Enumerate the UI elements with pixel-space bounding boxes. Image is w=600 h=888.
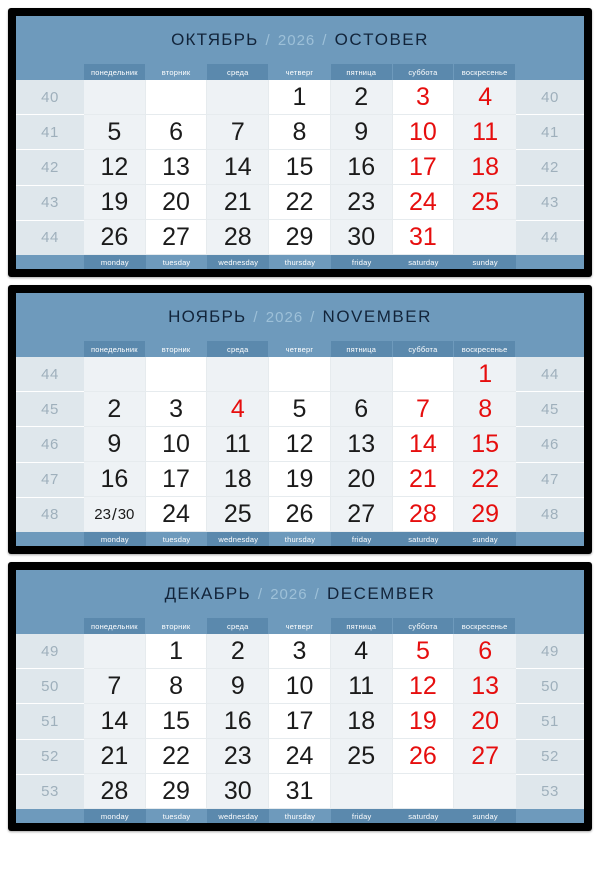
day-cell: 27 [146, 220, 208, 255]
month-block-november [8, 285, 592, 554]
weekday-header-ru-tuesday: вторник [146, 341, 208, 357]
day-cell-empty [146, 357, 208, 392]
weekday-footer-row-en [84, 532, 516, 546]
side-spacer [516, 618, 584, 634]
day-cell: 30 [331, 220, 393, 255]
weekday-footer-en-saturday: saturday [393, 255, 455, 269]
day-cell: 13 [454, 669, 516, 704]
weekday-header-ru-friday: пятница [331, 618, 393, 634]
day-cell: 23 [207, 739, 269, 774]
week-number: 40 [516, 80, 584, 115]
day-cell: 25 [331, 739, 393, 774]
week-number: 40 [16, 80, 84, 115]
week-number-column-right [516, 16, 584, 269]
day-cell: 4 [454, 80, 516, 115]
weekday-footer-en-thursday: thursday [284, 811, 316, 821]
day-slash: / [111, 504, 117, 524]
day-cell: 4 [331, 634, 393, 669]
day-grid [84, 80, 516, 255]
day-cell-empty [269, 357, 331, 392]
day-cell: 19 [84, 185, 146, 220]
weekday-header-ru-thursday: четверг [269, 341, 331, 357]
weekday-header-ru-friday: пятница [331, 64, 393, 80]
day-cell: 17 [393, 150, 455, 185]
weekday-header-row-ru [84, 618, 516, 634]
weekday-header-ru-monday: понедельник [84, 618, 146, 634]
day-cell: 3 [269, 634, 331, 669]
weekday-header-ru-friday: пятница [331, 341, 393, 357]
day-cell: 24 [269, 739, 331, 774]
day-cell: 13 [331, 427, 393, 462]
weekday-footer-en-wednesday: wednesday [207, 255, 269, 269]
weekday-footer-en-tuesday: tuesday [162, 257, 191, 267]
weekday-header-ru-saturday: суббота [393, 341, 455, 357]
day-cell: 5 [393, 634, 455, 669]
weekday-footer-en-wednesday: wednesday [207, 809, 269, 823]
weekday-header-ru-sunday: воскресенье [454, 618, 516, 634]
day-cell: 17 [269, 704, 331, 739]
week-number: 46 [516, 427, 584, 462]
week-number: 49 [16, 634, 84, 669]
week-numbers-right [516, 80, 584, 255]
day-dual [94, 506, 134, 523]
weekday-header-ru-wednesday: среда [207, 341, 269, 357]
week-number: 53 [541, 783, 559, 801]
day-cell: 8 [269, 115, 331, 150]
weekday-header-ru-sunday: воскресенье [454, 341, 516, 357]
day-cell: 29 [454, 497, 516, 532]
day-cell: 17 [146, 462, 208, 497]
weekday-header-ru-wednesday: среда [207, 618, 269, 634]
month-name-ru: ДЕКАБРЬ [164, 584, 251, 603]
day-cell-empty [454, 774, 516, 809]
weekday-footer-row-en [84, 809, 516, 823]
day-cell: 31 [269, 774, 331, 809]
day-cell: 10 [146, 427, 208, 462]
side-spacer [16, 809, 84, 823]
week-number: 41 [516, 115, 584, 150]
day-cell: 1 [269, 80, 331, 115]
day-cell: 19 [393, 704, 455, 739]
day-grid [84, 357, 516, 532]
week-number-column-right [516, 570, 584, 823]
month-title [84, 570, 516, 618]
day-cell: 5 [84, 115, 146, 150]
week-number: 51 [16, 704, 84, 739]
day-cell: 11 [207, 427, 269, 462]
month-year: 2026 [277, 31, 316, 49]
week-numbers-left [16, 357, 84, 532]
week-numbers-left [16, 634, 84, 809]
title-separator: / [265, 31, 271, 49]
weekday-header-ru-monday: понедельник [84, 64, 146, 80]
week-number: 49 [516, 634, 584, 669]
day-cell: 1 [146, 634, 208, 669]
weekday-footer-en-monday: monday [84, 809, 146, 823]
day-cell: 28 [393, 497, 455, 532]
day-cell: 2 [84, 392, 146, 427]
title-separator: / [310, 308, 316, 326]
week-number: 43 [516, 186, 584, 221]
month-title [84, 293, 516, 341]
day-cell: 10 [269, 669, 331, 704]
day-cell: 9 [84, 427, 146, 462]
day-cell: 20 [454, 704, 516, 739]
day-cell: 6 [331, 392, 393, 427]
day-cell: 10 [393, 115, 455, 150]
side-spacer [516, 64, 584, 80]
month-title [84, 16, 516, 64]
day-cell: 25 [207, 497, 269, 532]
day-cell-empty [84, 80, 146, 115]
day-cell: 12 [393, 669, 455, 704]
day-cell: 23 [331, 185, 393, 220]
month-name-ru: ОКТЯБРЬ [171, 30, 259, 49]
week-number: 45 [516, 392, 584, 427]
month-center [84, 293, 516, 546]
day-cell-empty [84, 357, 146, 392]
day-cell: 8 [454, 392, 516, 427]
week-number: 47 [516, 463, 584, 498]
day-cell: 6 [146, 115, 208, 150]
day-cell: 21 [84, 739, 146, 774]
side-spacer [16, 255, 84, 269]
day-cell: 27 [454, 739, 516, 774]
weekday-footer-en-tuesday: tuesday [162, 534, 191, 544]
side-spacer [16, 570, 84, 618]
week-number: 44 [41, 229, 59, 247]
side-spacer [516, 532, 584, 546]
day-cell: 9 [207, 669, 269, 704]
day-cell: 14 [393, 427, 455, 462]
week-number: 52 [516, 740, 584, 775]
week-numbers-right [516, 357, 584, 532]
month-name-ru: НОЯБРЬ [168, 307, 247, 326]
week-number: 52 [16, 740, 84, 775]
weekday-header-ru-thursday: четверг [269, 618, 331, 634]
week-number-column-left [16, 293, 84, 546]
weekday-footer-en-sunday: sunday [454, 809, 516, 823]
side-spacer [516, 341, 584, 357]
side-spacer [516, 293, 584, 341]
day-cell-empty [146, 80, 208, 115]
day-cell: 2 [331, 80, 393, 115]
day-cell: 22 [454, 462, 516, 497]
day-cell: 2 [207, 634, 269, 669]
week-number: 50 [516, 669, 584, 704]
side-spacer [516, 255, 584, 269]
weekday-footer-en-sunday: sunday [454, 532, 516, 546]
day-cell: 18 [207, 462, 269, 497]
title-separator: / [253, 308, 259, 326]
day-cell: 11 [331, 669, 393, 704]
side-spacer [516, 809, 584, 823]
side-spacer [16, 618, 84, 634]
day-cell: 25 [454, 185, 516, 220]
day-cell-empty [454, 220, 516, 255]
day-cell: 29 [269, 220, 331, 255]
day-cell: 19 [269, 462, 331, 497]
title-separator: / [257, 585, 264, 603]
day-cell: 11 [454, 115, 516, 150]
day-cell: 13 [146, 150, 208, 185]
weekday-footer-en-friday: friday [331, 809, 393, 823]
day-cell: 12 [269, 427, 331, 462]
weekday-header-ru-tuesday: вторник [146, 618, 208, 634]
day-cell [84, 497, 146, 532]
day-number-second: 30 [117, 505, 135, 523]
week-number: 45 [16, 392, 84, 427]
week-number: 46 [16, 427, 84, 462]
weekday-footer-en-monday: monday [84, 255, 146, 269]
day-cell: 18 [454, 150, 516, 185]
side-spacer [16, 64, 84, 80]
week-number: 50 [16, 669, 84, 704]
month-year: 2026 [270, 585, 308, 603]
weekday-header-ru-thursday: четверг [269, 64, 331, 80]
day-cell: 5 [269, 392, 331, 427]
day-cell: 15 [146, 704, 208, 739]
side-spacer [516, 570, 584, 618]
weekday-header-row-ru [84, 64, 516, 80]
month-center [84, 570, 516, 823]
month-name-en: OCTOBER [334, 30, 429, 49]
day-cell: 7 [207, 115, 269, 150]
weekday-footer-en-sunday: sunday [454, 255, 516, 269]
month-sheet [16, 16, 584, 269]
week-numbers-right [516, 634, 584, 809]
day-cell: 14 [207, 150, 269, 185]
week-number: 44 [16, 357, 84, 392]
day-cell: 16 [331, 150, 393, 185]
week-number: 44 [541, 229, 559, 247]
day-cell: 6 [454, 634, 516, 669]
day-cell: 9 [331, 115, 393, 150]
day-grid [84, 634, 516, 809]
day-cell: 18 [331, 704, 393, 739]
week-number: 44 [516, 357, 584, 392]
day-cell: 16 [84, 462, 146, 497]
side-spacer [516, 16, 584, 64]
day-cell: 24 [146, 497, 208, 532]
month-name-en: DECEMBER [326, 584, 436, 603]
day-cell: 14 [84, 704, 146, 739]
weekday-footer-en-friday: friday [331, 255, 393, 269]
weekday-header-ru-saturday: суббота [393, 64, 455, 80]
day-cell-empty [393, 774, 455, 809]
week-number-column-right [516, 293, 584, 546]
side-spacer [16, 341, 84, 357]
day-cell: 15 [454, 427, 516, 462]
day-cell: 1 [454, 357, 516, 392]
day-cell: 20 [146, 185, 208, 220]
day-cell: 15 [269, 150, 331, 185]
week-number: 42 [516, 150, 584, 185]
week-number: 42 [16, 150, 84, 185]
month-name-en: NOVEMBER [322, 307, 432, 326]
week-numbers-left [16, 80, 84, 255]
weekday-header-ru-tuesday: вторник [146, 64, 208, 80]
day-cell: 20 [331, 462, 393, 497]
weekday-footer-en-monday: monday [84, 532, 146, 546]
month-sheet [16, 293, 584, 546]
month-block-december [8, 562, 592, 831]
day-cell: 4 [207, 392, 269, 427]
weekday-footer-en-wednesday: wednesday [207, 532, 269, 546]
day-cell: 8 [146, 669, 208, 704]
day-cell: 26 [393, 739, 455, 774]
title-separator: / [314, 585, 320, 603]
day-cell: 21 [393, 462, 455, 497]
day-cell: 28 [207, 220, 269, 255]
day-cell-empty [207, 357, 269, 392]
day-cell: 22 [269, 185, 331, 220]
week-number: 51 [516, 704, 584, 739]
week-number: 41 [16, 115, 84, 150]
title-separator: / [322, 31, 328, 49]
day-cell: 16 [207, 704, 269, 739]
month-sheet [16, 570, 584, 823]
day-cell: 27 [331, 497, 393, 532]
weekday-header-ru-monday: понедельник [84, 341, 146, 357]
month-center [84, 16, 516, 269]
day-cell: 26 [269, 497, 331, 532]
weekday-header-ru-wednesday: среда [207, 64, 269, 80]
weekday-footer-en-thursday: thursday [284, 534, 316, 544]
weekday-header-row-ru [84, 341, 516, 357]
month-year: 2026 [265, 308, 304, 326]
day-cell: 28 [84, 774, 146, 809]
side-spacer [16, 16, 84, 64]
week-number: 53 [41, 783, 59, 801]
day-cell: 22 [146, 739, 208, 774]
day-cell: 3 [146, 392, 208, 427]
week-number-column-left [16, 570, 84, 823]
weekday-header-ru-saturday: суббота [393, 618, 455, 634]
day-cell: 29 [146, 774, 208, 809]
week-number: 47 [16, 463, 84, 498]
day-cell-empty [207, 80, 269, 115]
day-cell: 7 [393, 392, 455, 427]
day-cell: 30 [207, 774, 269, 809]
day-cell: 26 [84, 220, 146, 255]
day-number-first: 23 [94, 505, 111, 523]
day-cell-empty [393, 357, 455, 392]
day-cell: 12 [84, 150, 146, 185]
weekday-footer-en-friday: friday [331, 532, 393, 546]
weekday-footer-en-tuesday: tuesday [162, 811, 191, 821]
weekday-footer-en-saturday: saturday [393, 532, 455, 546]
day-cell-empty [84, 634, 146, 669]
side-spacer [16, 532, 84, 546]
weekday-footer-row-en [84, 255, 516, 269]
side-spacer [16, 293, 84, 341]
day-cell: 31 [393, 220, 455, 255]
weekday-footer-en-thursday: thursday [284, 257, 316, 267]
week-number: 43 [16, 186, 84, 221]
month-block-october [8, 8, 592, 277]
week-number-column-left [16, 16, 84, 269]
week-number: 48 [541, 506, 559, 524]
weekday-header-ru-sunday: воскресенье [454, 64, 516, 80]
day-cell: 7 [84, 669, 146, 704]
week-number: 48 [41, 506, 59, 524]
day-cell-empty [331, 774, 393, 809]
day-cell: 3 [393, 80, 455, 115]
day-cell: 24 [393, 185, 455, 220]
day-cell: 21 [207, 185, 269, 220]
weekday-footer-en-saturday: saturday [393, 809, 455, 823]
day-cell-empty [331, 357, 393, 392]
